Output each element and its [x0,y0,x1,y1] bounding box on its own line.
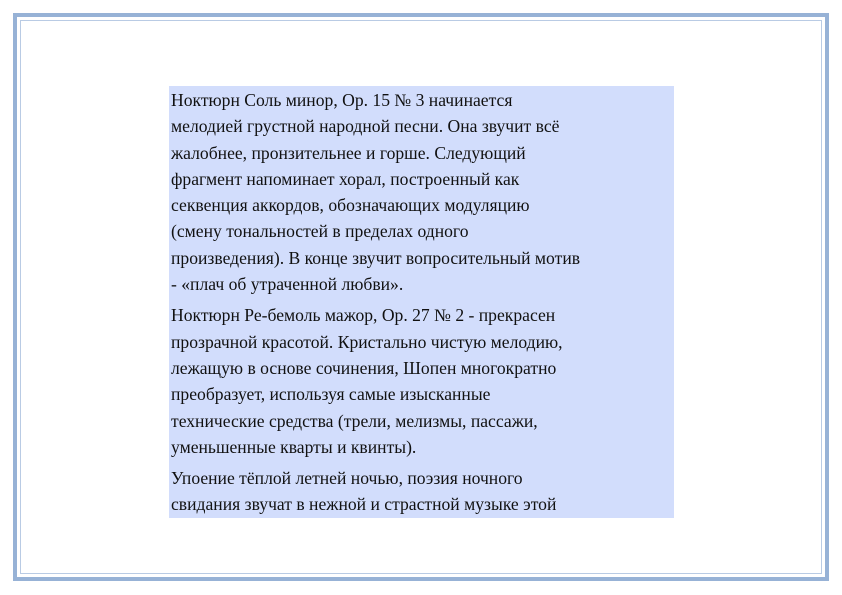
text-line: фрагмент напоминает хорал, построенный как [171,168,520,189]
text-line: Упоение тёплой летней ночью, поэзия ночного [171,468,523,489]
text-line: Ноктюрн Соль минор, Ор. 15 № 3 начинается [171,90,513,110]
text-line: технические средства (трели, мелизмы, пассажи, [171,410,538,431]
nocturne-text-box [169,86,674,518]
text-line: свидания звучат в нежной и страстной музыке этой [171,494,557,515]
text-line: (смену тональностей в пределах одного [171,221,469,242]
text-line: секвенция аккордов, обозначающих модуляцию [171,195,530,216]
text-line: преобразует, используя самые изысканные [171,384,491,405]
text-line: жалобнее, пронзительнее и горше. Следующий [171,142,526,163]
paragraph-summer-night [171,465,672,518]
text-line: - «плач об утраченной любви». [171,274,404,295]
paragraph-nocturne-g-minor [171,87,672,297]
text-line: Ноктюрн Ре-бемоль мажор, Ор. 27 № 2 - прекрасен [171,305,556,326]
text-line: прозрачной красотой. Кристально чистую мелодию, [171,331,563,352]
text-line: лежащую в основе сочинения, Шопен многократно [171,357,557,378]
text-line: произведения). В конце звучит вопросительный мотив [171,247,581,268]
paragraph-nocturne-d-flat-major [171,302,672,460]
text-line: мелодией грустной народной песни. Она звучит всё [171,116,560,137]
text-line: уменьшенные кварты и квинты). [171,436,417,457]
